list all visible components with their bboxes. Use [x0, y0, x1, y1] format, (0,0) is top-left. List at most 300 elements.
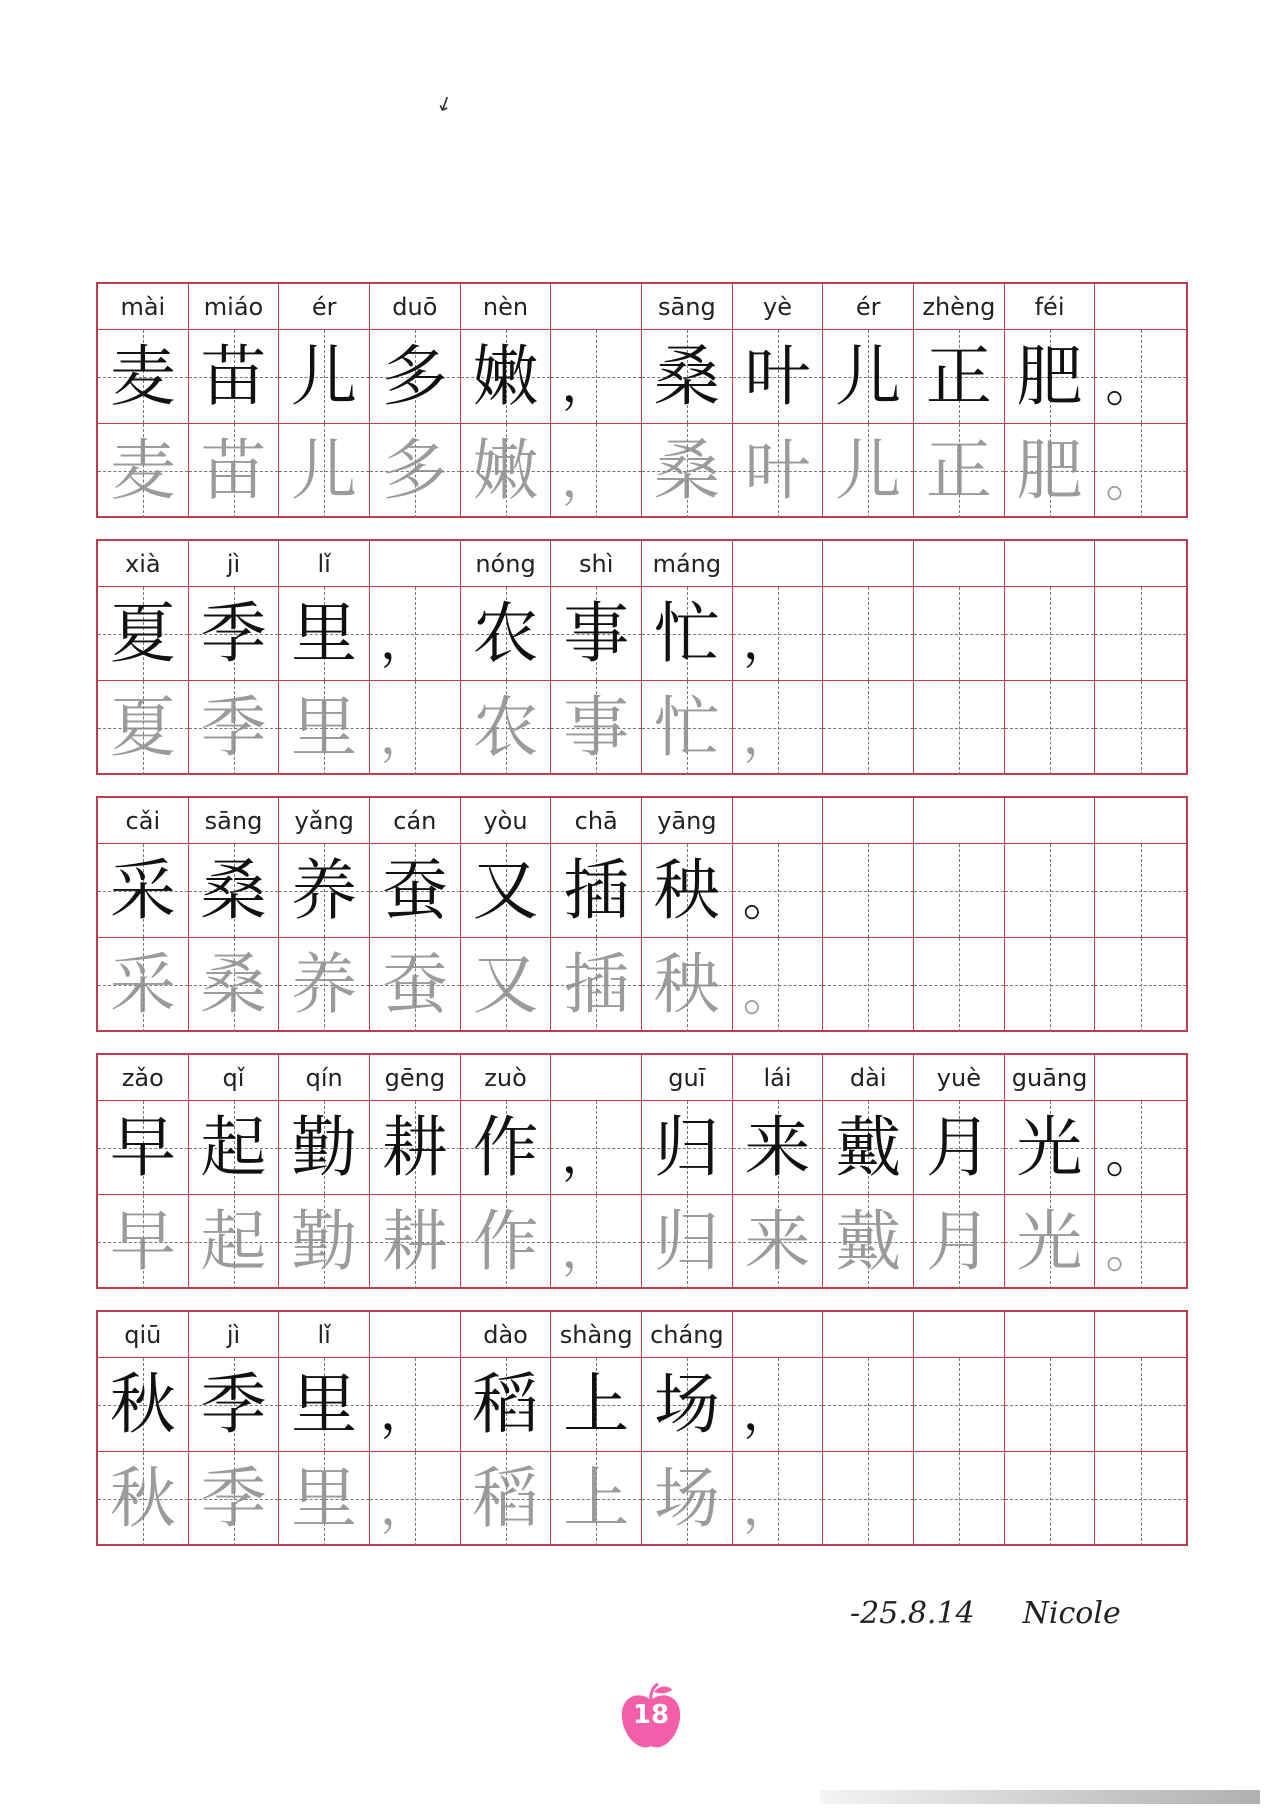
grid-cell	[1005, 938, 1096, 1032]
grid-cell	[823, 1452, 914, 1546]
page-number: 18	[632, 1700, 670, 1730]
pinyin-cell: yòu	[461, 798, 552, 844]
model-character: ，	[380, 1383, 431, 1441]
scan-edge	[820, 1790, 1260, 1804]
grid-cell	[461, 681, 552, 775]
pinyin-row	[98, 1312, 1186, 1358]
grid-cell	[461, 938, 552, 1032]
pinyin-cell: yuè	[914, 1055, 1005, 1101]
model-character: 耕	[381, 1108, 448, 1186]
model-character: 勤	[291, 1108, 358, 1186]
handwritten-character: 稻	[472, 1460, 539, 1537]
model-character: 光	[1016, 1108, 1083, 1186]
model-character: 里	[291, 594, 358, 672]
handwritten-character: 起	[200, 1203, 267, 1280]
grid-cell	[551, 938, 642, 1032]
model-character: 肥	[1016, 337, 1083, 415]
grid-cell	[1005, 1358, 1096, 1452]
grid-cell	[98, 330, 189, 424]
model-character: 归	[653, 1108, 720, 1186]
grid-cell	[279, 938, 370, 1032]
grid-cell	[370, 587, 461, 681]
model-character: 起	[200, 1108, 267, 1186]
model-character: 里	[291, 1365, 358, 1443]
model-character-row	[98, 844, 1186, 938]
model-character: ，	[742, 1383, 793, 1441]
pinyin-cell	[823, 1312, 914, 1358]
handwritten-character: 归	[653, 1203, 720, 1280]
signature-date: -25.8.14	[850, 1596, 975, 1631]
grid-cell	[189, 938, 280, 1032]
model-character: 戴	[835, 1108, 902, 1186]
grid-cell	[370, 938, 461, 1032]
handwritten-character-row	[98, 938, 1186, 1032]
writing-worksheet	[96, 282, 1188, 1544]
model-character: 季	[200, 1365, 267, 1443]
grid-cell	[733, 938, 824, 1032]
grid-cell	[1005, 330, 1096, 424]
handwritten-character: 月	[925, 1203, 992, 1280]
grid-cell	[461, 1358, 552, 1452]
grid-cell	[642, 330, 733, 424]
pinyin-cell: cháng	[642, 1312, 733, 1358]
grid-cell	[461, 424, 552, 518]
pinyin-cell: nèn	[461, 284, 552, 330]
model-character: 。	[742, 869, 793, 927]
handwritten-character: 农	[472, 689, 539, 766]
model-character: 插	[563, 851, 630, 929]
grid-cell	[733, 844, 824, 938]
pinyin-cell: miáo	[189, 284, 280, 330]
grid-cell	[551, 587, 642, 681]
grid-cell	[189, 1452, 280, 1546]
grid-cell	[279, 1101, 370, 1195]
handwritten-character: 蚕	[381, 946, 448, 1023]
pinyin-cell: ér	[279, 284, 370, 330]
handwritten-character: 里	[291, 1460, 358, 1537]
model-character-row	[98, 1101, 1186, 1195]
grid-cell	[279, 587, 370, 681]
pinyin-cell: cán	[370, 798, 461, 844]
model-character-row	[98, 1358, 1186, 1452]
grid-cell	[98, 844, 189, 938]
grid-cell	[279, 844, 370, 938]
practice-block	[96, 282, 1188, 518]
grid-cell	[370, 844, 461, 938]
pinyin-cell	[914, 1312, 1005, 1358]
grid-cell	[823, 681, 914, 775]
grid-cell	[189, 1358, 280, 1452]
pinyin-cell: ér	[823, 284, 914, 330]
model-character: 蚕	[381, 851, 448, 929]
grid-cell	[1095, 1452, 1186, 1546]
grid-cell	[551, 1195, 642, 1289]
pinyin-cell	[823, 798, 914, 844]
pinyin-cell	[1095, 798, 1186, 844]
pinyin-cell: dài	[823, 1055, 914, 1101]
grid-cell	[914, 844, 1005, 938]
pinyin-cell: lái	[733, 1055, 824, 1101]
grid-cell	[1005, 1195, 1096, 1289]
handwritten-character: 季	[200, 689, 267, 766]
handwritten-character: ，	[561, 1221, 612, 1279]
model-character: 嫩	[472, 337, 539, 415]
pinyin-cell	[1095, 1312, 1186, 1358]
pinyin-row	[98, 798, 1186, 844]
handwritten-character: 。	[1105, 450, 1156, 508]
grid-cell	[1005, 424, 1096, 518]
handwritten-character: 。	[1105, 1221, 1156, 1279]
pinyin-cell: guī	[642, 1055, 733, 1101]
handwritten-character: 来	[744, 1203, 811, 1280]
handwritten-character: 光	[1016, 1203, 1083, 1280]
pinyin-cell: féi	[1005, 284, 1096, 330]
model-character: 作	[472, 1108, 539, 1186]
model-character: 场	[653, 1365, 720, 1443]
grid-cell	[461, 1195, 552, 1289]
pinyin-cell	[1095, 284, 1186, 330]
pinyin-cell	[1095, 1055, 1186, 1101]
grid-cell	[642, 1101, 733, 1195]
grid-cell	[1095, 330, 1186, 424]
grid-cell	[98, 681, 189, 775]
grid-cell	[914, 424, 1005, 518]
pinyin-cell: zǎo	[98, 1055, 189, 1101]
pinyin-cell	[551, 1055, 642, 1101]
grid-cell	[279, 424, 370, 518]
grid-cell	[733, 587, 824, 681]
grid-cell	[551, 1358, 642, 1452]
model-character: 多	[381, 337, 448, 415]
handwritten-character: ，	[380, 707, 431, 765]
handwritten-character: ，	[561, 450, 612, 508]
grid-cell	[1095, 681, 1186, 775]
grid-cell	[461, 844, 552, 938]
grid-cell	[823, 330, 914, 424]
pinyin-row	[98, 284, 1186, 330]
model-character: 麦	[109, 337, 176, 415]
handwritten-character: 桑	[200, 946, 267, 1023]
pinyin-cell: yè	[733, 284, 824, 330]
model-character: 来	[744, 1108, 811, 1186]
grid-cell	[1095, 1195, 1186, 1289]
grid-cell	[642, 587, 733, 681]
grid-cell	[914, 1195, 1005, 1289]
pinyin-cell	[733, 798, 824, 844]
pinyin-cell	[1005, 541, 1096, 587]
pinyin-row	[98, 1055, 1186, 1101]
grid-cell	[733, 1101, 824, 1195]
grid-cell	[370, 1452, 461, 1546]
model-character: ，	[742, 612, 793, 670]
model-character: 事	[563, 594, 630, 672]
grid-cell	[1095, 1358, 1186, 1452]
pinyin-cell	[551, 284, 642, 330]
grid-cell	[279, 1195, 370, 1289]
grid-cell	[551, 424, 642, 518]
grid-cell	[642, 1195, 733, 1289]
pinyin-cell: jì	[189, 1312, 280, 1358]
model-character: 儿	[291, 337, 358, 415]
grid-cell	[370, 1101, 461, 1195]
handwritten-character: 苗	[200, 432, 267, 509]
handwritten-character: 早	[109, 1203, 176, 1280]
model-character: 采	[109, 851, 176, 929]
practice-block	[96, 539, 1188, 775]
handwritten-character: 耕	[381, 1203, 448, 1280]
grid-cell	[98, 938, 189, 1032]
grid-cell	[1095, 1101, 1186, 1195]
handwritten-character: 作	[472, 1203, 539, 1280]
handwritten-character: 插	[563, 946, 630, 1023]
grid-cell	[98, 1358, 189, 1452]
handwritten-character-row	[98, 1195, 1186, 1289]
handwritten-character: 养	[291, 946, 358, 1023]
grid-cell	[189, 587, 280, 681]
grid-cell	[823, 587, 914, 681]
pinyin-cell: yāng	[642, 798, 733, 844]
handwritten-character: 秧	[653, 946, 720, 1023]
grid-cell	[1095, 844, 1186, 938]
handwritten-character: ，	[742, 707, 793, 765]
grid-cell	[733, 1452, 824, 1546]
grid-cell	[642, 844, 733, 938]
model-character: 。	[1105, 1126, 1156, 1184]
grid-cell	[642, 424, 733, 518]
pinyin-cell	[823, 541, 914, 587]
grid-cell	[733, 681, 824, 775]
handwritten-character: 秋	[109, 1460, 176, 1537]
pinyin-cell: xià	[98, 541, 189, 587]
pinyin-cell	[733, 1312, 824, 1358]
pinyin-cell	[914, 541, 1005, 587]
grid-cell	[1005, 1452, 1096, 1546]
grid-cell	[461, 1101, 552, 1195]
handwritten-character: 戴	[835, 1203, 902, 1280]
pinyin-cell	[914, 798, 1005, 844]
handwritten-character: 事	[563, 689, 630, 766]
grid-cell	[370, 424, 461, 518]
grid-cell	[1005, 1101, 1096, 1195]
handwritten-character: 又	[472, 946, 539, 1023]
pinyin-cell: mài	[98, 284, 189, 330]
grid-cell	[914, 1358, 1005, 1452]
signature	[850, 1596, 1121, 1631]
model-character: 忙	[653, 594, 720, 672]
pinyin-cell: yǎng	[279, 798, 370, 844]
grid-cell	[461, 330, 552, 424]
pinyin-cell: lǐ	[279, 1312, 370, 1358]
grid-cell	[1095, 938, 1186, 1032]
handwritten-character: 勤	[291, 1203, 358, 1280]
pinyin-cell: duō	[370, 284, 461, 330]
grid-cell	[642, 1452, 733, 1546]
grid-cell	[914, 938, 1005, 1032]
grid-cell	[370, 330, 461, 424]
grid-cell	[823, 1195, 914, 1289]
pinyin-cell	[1005, 1312, 1096, 1358]
handwritten-character: 正	[925, 432, 992, 509]
grid-cell	[461, 587, 552, 681]
pinyin-cell: gēng	[370, 1055, 461, 1101]
grid-cell	[823, 1358, 914, 1452]
model-character: 苗	[200, 337, 267, 415]
grid-cell	[914, 587, 1005, 681]
grid-cell	[1005, 681, 1096, 775]
handwritten-character-row	[98, 681, 1186, 775]
handwritten-character-row	[98, 1452, 1186, 1546]
model-character: 桑	[200, 851, 267, 929]
pinyin-cell: shàng	[551, 1312, 642, 1358]
grid-cell	[1005, 587, 1096, 681]
model-character: 早	[109, 1108, 176, 1186]
grid-cell	[98, 424, 189, 518]
model-character: 上	[563, 1365, 630, 1443]
model-character: 桑	[653, 337, 720, 415]
grid-cell	[189, 424, 280, 518]
handwritten-character: 夏	[109, 689, 176, 766]
grid-cell	[914, 1452, 1005, 1546]
model-character: 农	[472, 594, 539, 672]
grid-cell	[1095, 424, 1186, 518]
pinyin-cell: sāng	[189, 798, 280, 844]
pinyin-cell: zhèng	[914, 284, 1005, 330]
grid-cell	[551, 844, 642, 938]
pinyin-cell: máng	[642, 541, 733, 587]
grid-cell	[461, 1452, 552, 1546]
handwritten-character: 麦	[109, 432, 176, 509]
pinyin-cell	[1005, 798, 1096, 844]
grid-cell	[642, 938, 733, 1032]
grid-cell	[733, 1358, 824, 1452]
model-character-row	[98, 330, 1186, 424]
grid-cell	[823, 424, 914, 518]
grid-cell	[189, 1195, 280, 1289]
grid-cell	[279, 681, 370, 775]
grid-cell	[98, 587, 189, 681]
grid-cell	[914, 1101, 1005, 1195]
model-character: ，	[561, 355, 612, 413]
handwritten-character: 里	[291, 689, 358, 766]
pinyin-cell: jì	[189, 541, 280, 587]
model-character: 养	[291, 851, 358, 929]
grid-cell	[823, 938, 914, 1032]
model-character: 儿	[835, 337, 902, 415]
pinyin-row	[98, 541, 1186, 587]
grid-cell	[189, 844, 280, 938]
model-character: ，	[561, 1126, 612, 1184]
handwritten-character: 肥	[1016, 432, 1083, 509]
grid-cell	[370, 1358, 461, 1452]
pinyin-cell: zuò	[461, 1055, 552, 1101]
model-character: 季	[200, 594, 267, 672]
handwritten-character: 多	[381, 432, 448, 509]
model-character: 秋	[109, 1365, 176, 1443]
pinyin-cell: guāng	[1005, 1055, 1096, 1101]
pinyin-cell: qǐ	[189, 1055, 280, 1101]
grid-cell	[189, 1101, 280, 1195]
handwritten-character: 儿	[291, 432, 358, 509]
pinyin-cell	[733, 541, 824, 587]
grid-cell	[733, 330, 824, 424]
grid-cell	[98, 1195, 189, 1289]
tick-mark: ↓	[432, 90, 457, 119]
pinyin-cell: chā	[551, 798, 642, 844]
grid-cell	[370, 681, 461, 775]
grid-cell	[551, 1101, 642, 1195]
model-character: 夏	[109, 594, 176, 672]
pinyin-cell: lǐ	[279, 541, 370, 587]
handwritten-character: 儿	[835, 432, 902, 509]
pinyin-cell: shì	[551, 541, 642, 587]
practice-block	[96, 1310, 1188, 1546]
grid-cell	[914, 681, 1005, 775]
pinyin-cell: sāng	[642, 284, 733, 330]
pinyin-cell: nóng	[461, 541, 552, 587]
grid-cell	[98, 1452, 189, 1546]
grid-cell	[1005, 844, 1096, 938]
handwritten-character: 季	[200, 1460, 267, 1537]
grid-cell	[370, 1195, 461, 1289]
grid-cell	[279, 1358, 370, 1452]
pinyin-cell: qiū	[98, 1312, 189, 1358]
grid-cell	[551, 1452, 642, 1546]
grid-cell	[914, 330, 1005, 424]
pinyin-cell	[1095, 541, 1186, 587]
practice-block	[96, 796, 1188, 1032]
grid-cell	[279, 330, 370, 424]
handwritten-character: 桑	[653, 432, 720, 509]
signature-name: Nicole	[1022, 1596, 1121, 1631]
handwritten-character: 嫩	[472, 432, 539, 509]
pinyin-cell	[370, 541, 461, 587]
pinyin-cell: dào	[461, 1312, 552, 1358]
grid-cell	[642, 1358, 733, 1452]
handwritten-character: 上	[563, 1460, 630, 1537]
model-character-row	[98, 587, 1186, 681]
model-character: 又	[472, 851, 539, 929]
handwritten-character: 采	[109, 946, 176, 1023]
grid-cell	[279, 1452, 370, 1546]
pinyin-cell: qín	[279, 1055, 370, 1101]
handwritten-character-row	[98, 424, 1186, 518]
handwritten-character: ，	[742, 1478, 793, 1536]
grid-cell	[551, 330, 642, 424]
grid-cell	[551, 681, 642, 775]
grid-cell	[823, 1101, 914, 1195]
model-character: 正	[925, 337, 992, 415]
grid-cell	[642, 681, 733, 775]
grid-cell	[98, 1101, 189, 1195]
pinyin-cell	[370, 1312, 461, 1358]
handwritten-character: 叶	[744, 432, 811, 509]
model-character: 叶	[744, 337, 811, 415]
model-character: 稻	[472, 1365, 539, 1443]
grid-cell	[733, 1195, 824, 1289]
model-character: 。	[1105, 355, 1156, 413]
grid-cell	[733, 424, 824, 518]
grid-cell	[823, 844, 914, 938]
handwritten-character: 。	[742, 964, 793, 1022]
model-character: 秧	[653, 851, 720, 929]
model-character: 月	[925, 1108, 992, 1186]
model-character: ，	[380, 612, 431, 670]
grid-cell	[189, 330, 280, 424]
handwritten-character: ，	[380, 1478, 431, 1536]
handwritten-character: 忙	[653, 689, 720, 766]
practice-block	[96, 1053, 1188, 1289]
grid-cell	[189, 681, 280, 775]
